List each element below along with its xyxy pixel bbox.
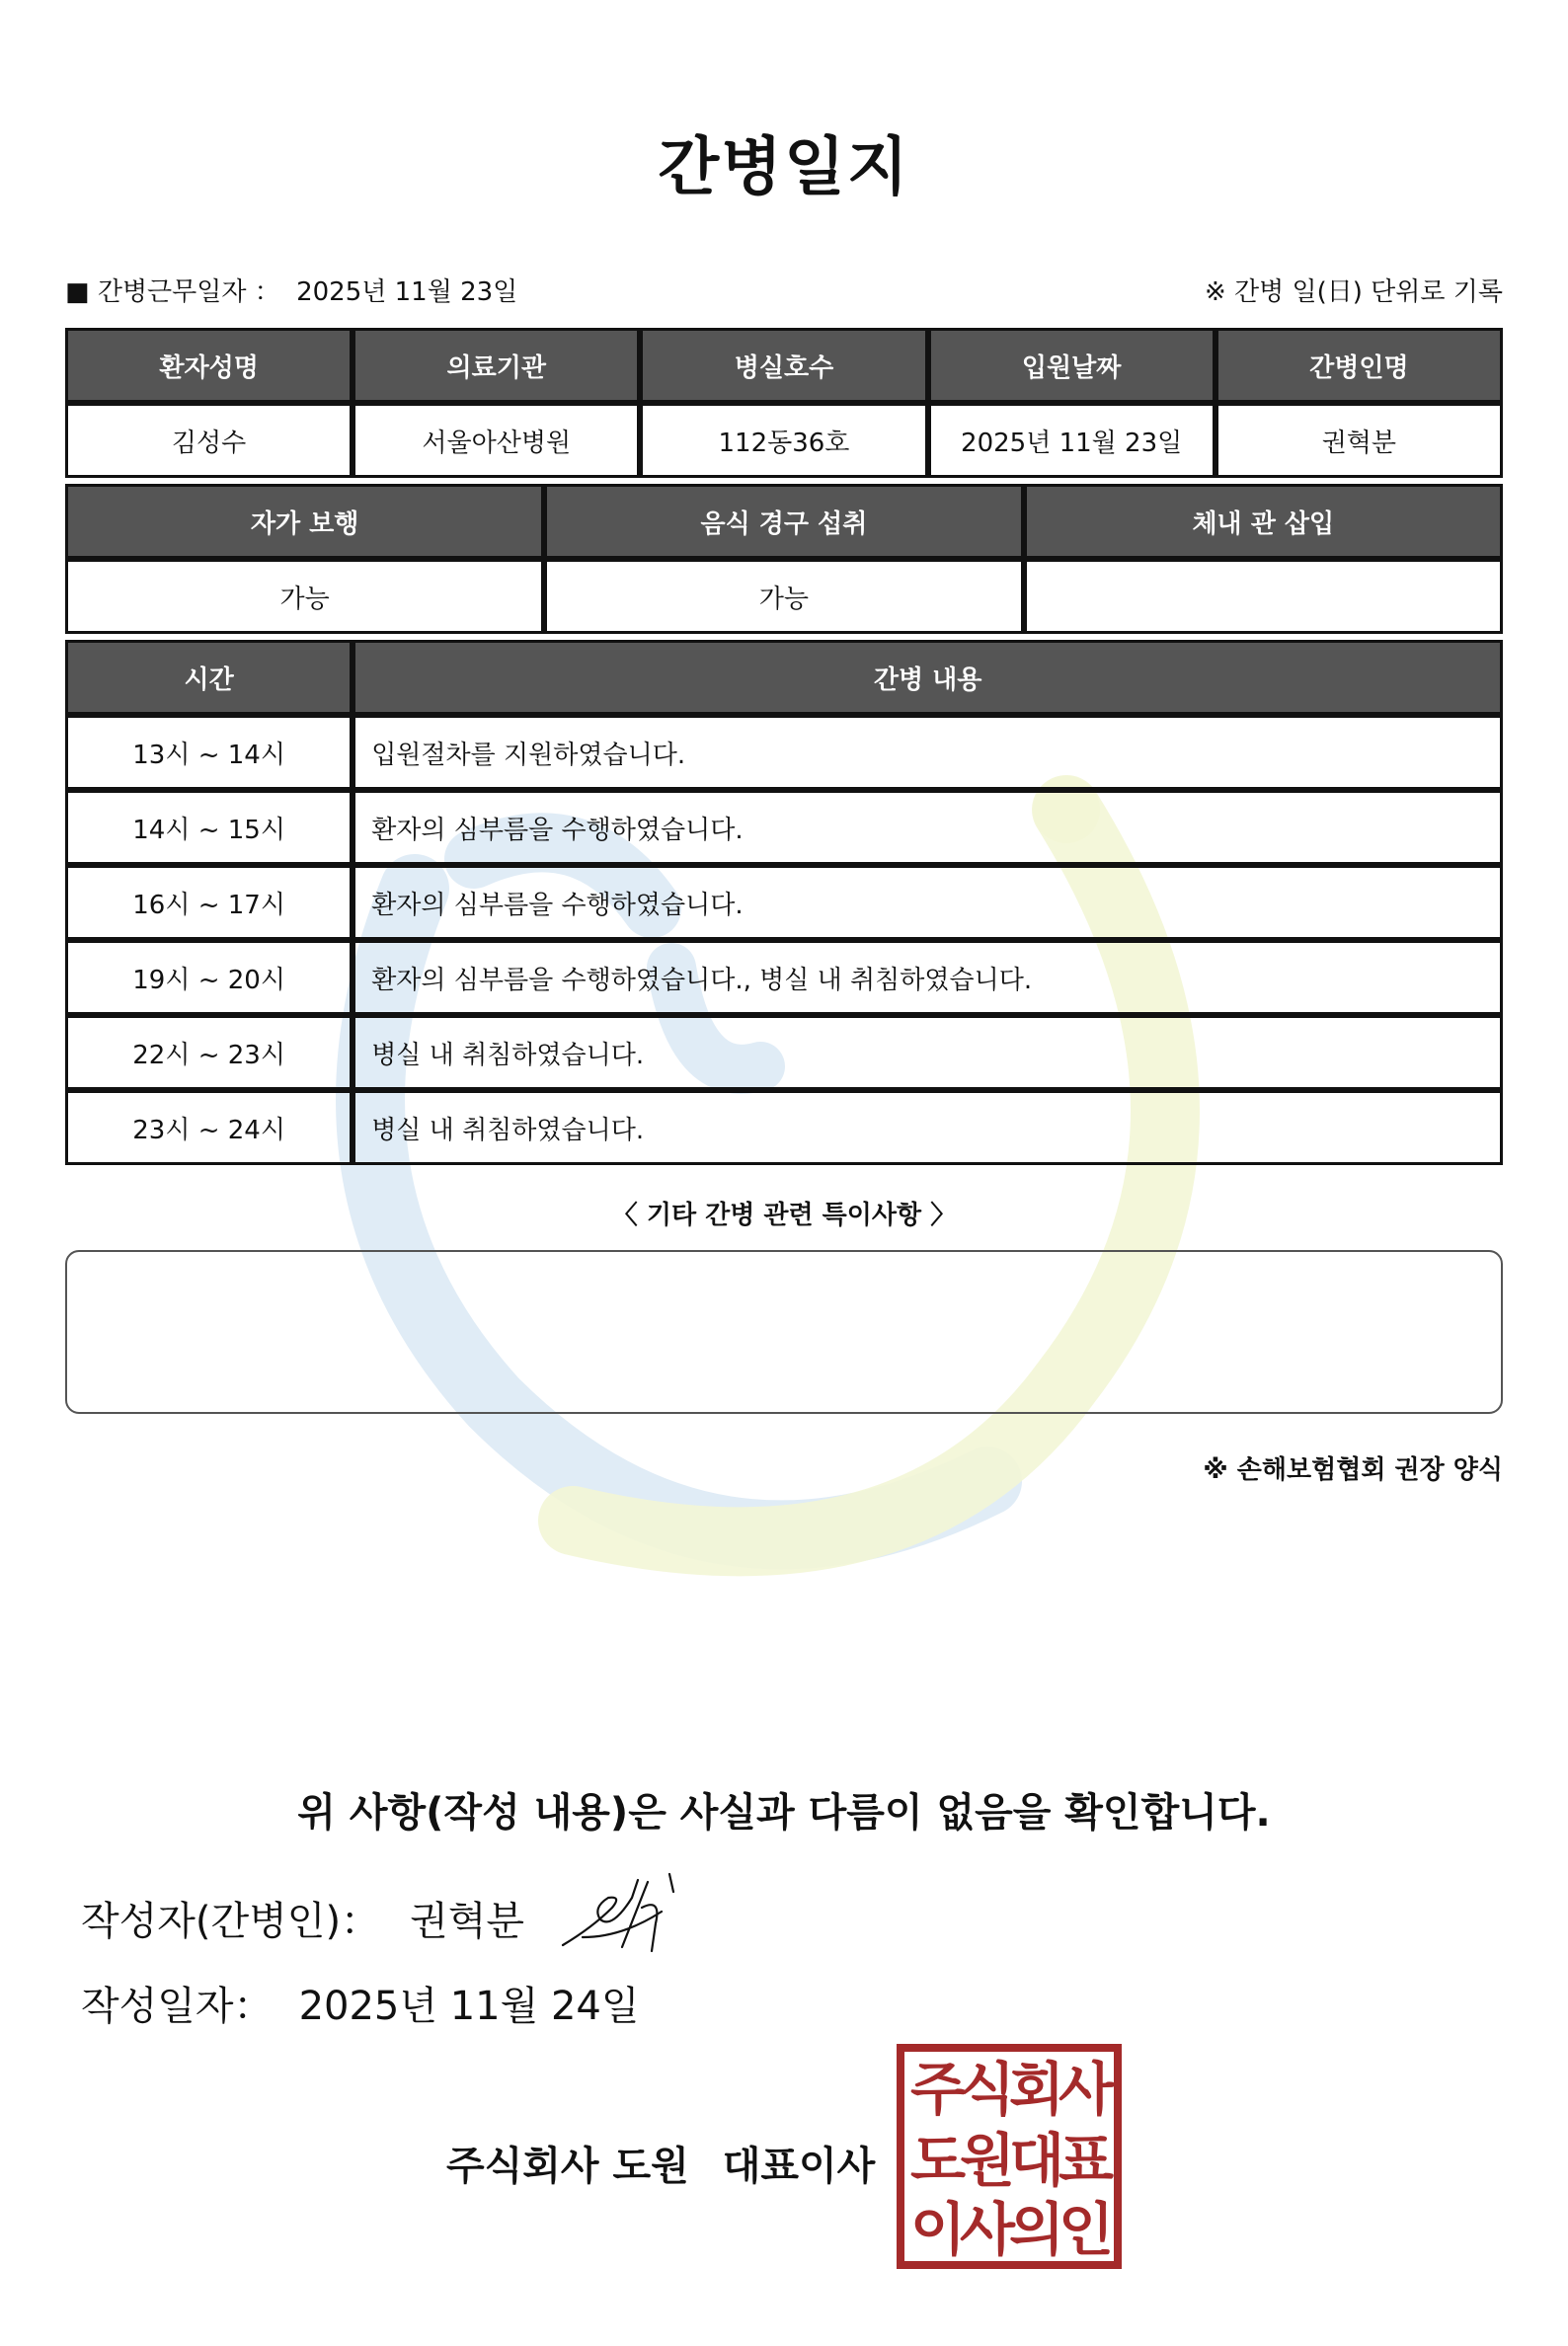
header-care-content: 간병 내용: [353, 640, 1503, 715]
company-seal-stamp: [897, 2044, 1122, 2269]
confirmation-statement: 위 사항(작성 내용)은 사실과 다름이 없음을 확인합니다.: [297, 1790, 1271, 1836]
written-date-label: 작성일자：: [81, 1984, 274, 2029]
header-walking: 자가 보행: [65, 484, 544, 559]
care-log-header-row: [65, 640, 1503, 715]
work-date-label: ■ 간병근무일자 ：: [65, 277, 280, 307]
header-room: 병실호수: [640, 328, 927, 403]
written-date-value: 2025년 11월 24일: [298, 1984, 640, 2029]
header-time: 시간: [65, 640, 353, 715]
caregiver-name: 권혁분: [1215, 403, 1503, 478]
work-date-value: 2025년 11월 23일: [296, 277, 518, 307]
patient-name: 김성수: [65, 403, 353, 478]
writer-line: [81, 1890, 524, 1946]
header-admission-date: 입원날짜: [928, 328, 1215, 403]
table-row: [65, 715, 1503, 790]
patient-status-table: [65, 484, 1503, 634]
care-log-table: [65, 640, 1503, 1165]
written-date-line: [81, 1975, 640, 2031]
log-time: 13시 ~ 14시: [65, 715, 353, 790]
writer-label: 작성자(간병인)：: [81, 1899, 381, 1944]
patient-status-value-row: [65, 559, 1503, 634]
representative-title: 대표이사: [722, 2144, 876, 2189]
patient-status-header-row: [65, 484, 1503, 559]
patient-info-header-row: [65, 328, 1503, 403]
unit-note: ※ 간병 일(日) 단위로 기록: [1204, 277, 1503, 307]
company-line: [446, 2135, 875, 2191]
header-patient-name: 환자성명: [65, 328, 353, 403]
patient-info-table: [65, 328, 1503, 478]
log-content: 입원절차를 지원하였습니다.: [353, 715, 1503, 790]
header-caregiver-name: 간병인명: [1215, 328, 1503, 403]
log-time: 14시 ~ 15시: [65, 790, 353, 865]
seal-line: 도원대표: [909, 2127, 1109, 2194]
table-row: [65, 940, 1503, 1015]
recommendation-note: ※ 손해보험협회 권장 양식: [1203, 1455, 1503, 1485]
oral-intake-status: 가능: [544, 559, 1023, 634]
work-date-row: [65, 272, 1503, 311]
log-time: 23시 ~ 24시: [65, 1090, 353, 1165]
tube-insertion-status: [1024, 559, 1503, 634]
table-row: [65, 790, 1503, 865]
page-title: 간병일지: [658, 131, 910, 204]
seal-line: 이사의인: [909, 2196, 1109, 2263]
hospital-name: 서울아산병원: [353, 403, 640, 478]
log-content: 환자의 심부름을 수행하였습니다.: [353, 865, 1503, 940]
work-date: [65, 272, 517, 308]
log-time: 16시 ~ 17시: [65, 865, 353, 940]
log-content: 병실 내 취침하였습니다.: [353, 1015, 1503, 1090]
writer-name: 권혁분: [410, 1899, 524, 1944]
seal-line: 주식회사: [909, 2056, 1109, 2123]
special-notes-box: [65, 1250, 1503, 1414]
room-number: 112동36호: [640, 403, 927, 478]
log-content: 환자의 심부름을 수행하였습니다.: [353, 790, 1503, 865]
header-hospital: 의료기관: [353, 328, 640, 403]
log-content: 환자의 심부름을 수행하였습니다., 병실 내 취침하였습니다.: [353, 940, 1503, 1015]
header-tube-insertion: 체내 관 삽입: [1024, 484, 1503, 559]
table-row: [65, 865, 1503, 940]
company-name: 주식회사 도원: [446, 2144, 689, 2189]
log-time: 22시 ~ 23시: [65, 1015, 353, 1090]
walking-status: 가능: [65, 559, 544, 634]
signature-image: [553, 1868, 691, 1957]
log-time: 19시 ~ 20시: [65, 940, 353, 1015]
log-content: 병실 내 취침하였습니다.: [353, 1090, 1503, 1165]
patient-info-value-row: [65, 403, 1503, 478]
table-row: [65, 1015, 1503, 1090]
header-oral-intake: 음식 경구 섭취: [544, 484, 1023, 559]
table-row: [65, 1090, 1503, 1165]
admission-date: 2025년 11월 23일: [928, 403, 1215, 478]
special-notes-title: 〈 기타 간병 관련 특이사항 〉: [611, 1201, 957, 1230]
